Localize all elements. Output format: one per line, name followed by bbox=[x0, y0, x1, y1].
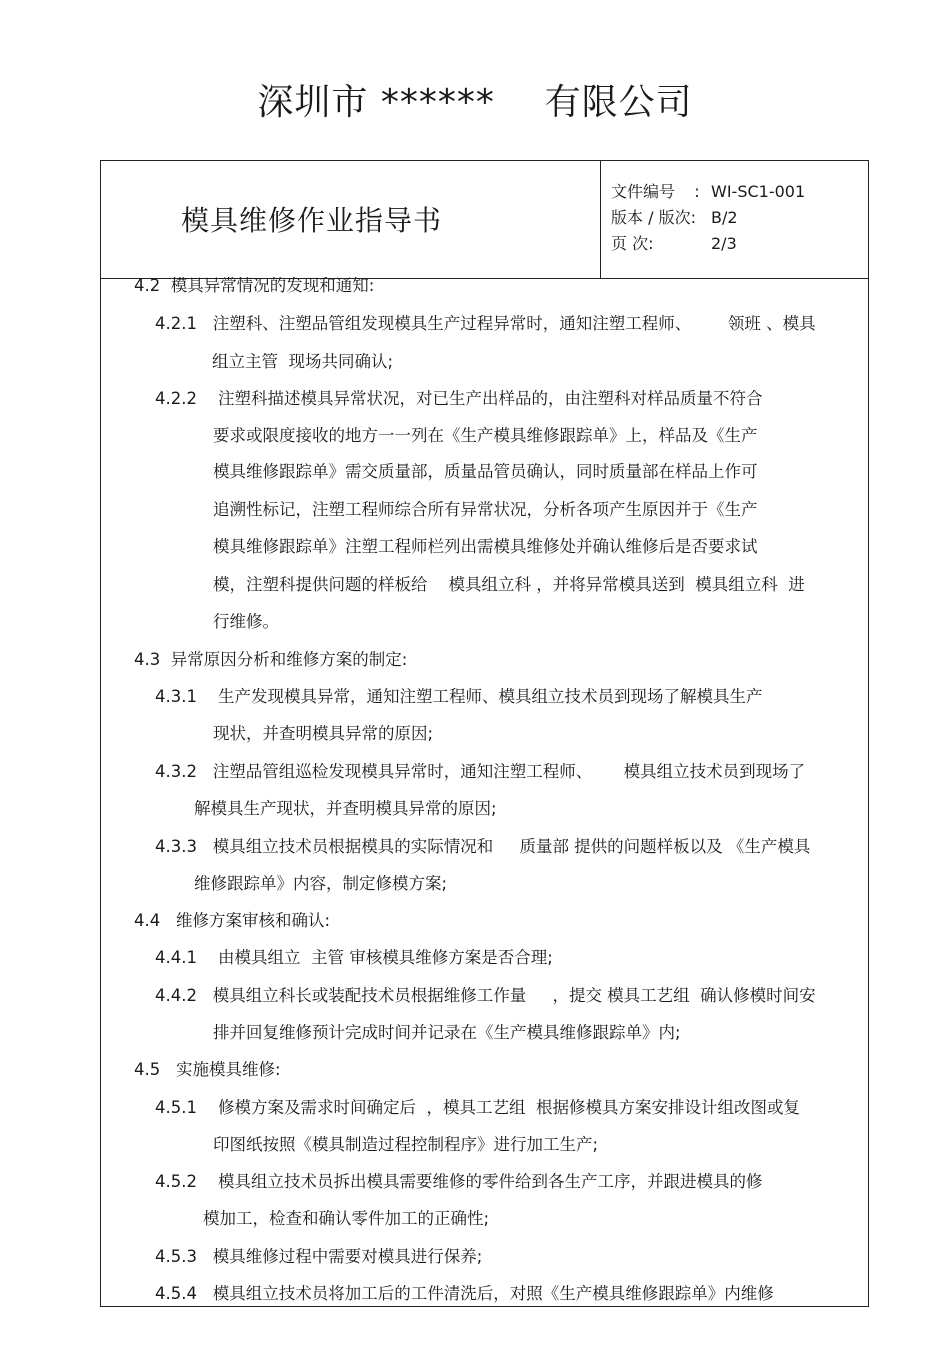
section-heading: 4.2 模具异常情况的发现和通知: bbox=[134, 276, 375, 295]
meta-value: WI-SC1-001 bbox=[711, 182, 806, 201]
paragraph-line: 4.5.4 模具组立技术员将加工后的工件清洗后，对照《生产模具维修跟踪单》内维修 bbox=[155, 1284, 774, 1303]
paragraph-line: 模具维修跟踪单》注塑工程师栏列出需模具维修处并确认维修后是否要求试 bbox=[213, 537, 758, 556]
meta-label: 文件编号 bbox=[611, 182, 676, 201]
section-heading: 4.3 异常原因分析和维修方案的制定: bbox=[134, 650, 408, 669]
paragraph-line: 4.5.3 模具维修过程中需要对模具进行保养; bbox=[155, 1247, 483, 1266]
paragraph-line: 4.2.1 注塑科、注塑品管组发现模具生产过程异常时，通知注塑工程师、 领班 、模具 bbox=[155, 314, 816, 333]
paragraph-line: 追溯性标记，注塑工程师综合所有异常状况，分析各项产生原因并于《生产 bbox=[213, 500, 758, 519]
meta-version bbox=[611, 205, 805, 231]
document-header bbox=[101, 161, 868, 279]
document-title: 模具维修作业指导书 bbox=[181, 204, 443, 237]
paragraph-line: 排并回复维修预计完成时间并记录在《生产模具维修跟踪单》内; bbox=[213, 1023, 681, 1042]
paragraph-line: 模具维修跟踪单》需交质量部，质量品管员确认，同时质量部在样品上作可 bbox=[213, 462, 758, 481]
paragraph-line: 维修跟踪单》内容，制定修模方案; bbox=[194, 874, 448, 893]
meta-page bbox=[611, 231, 805, 257]
document-meta bbox=[611, 179, 805, 257]
meta-separator: : bbox=[694, 182, 700, 201]
meta-doc-number bbox=[611, 179, 805, 205]
paragraph-line: 4.4.2 模具组立科长或装配技术员根据维修工作量 ，提交 模具工艺组 确认修模时间安 bbox=[155, 986, 816, 1005]
paragraph-line: 4.3.3 模具组立技术员根据模具的实际情况和 质量部 提供的问题样板以及 《生产模具 bbox=[155, 837, 811, 856]
paragraph-line: 现状，并查明模具异常的原因; bbox=[213, 724, 434, 743]
meta-value: B/2 bbox=[711, 208, 738, 227]
paragraph-line: 要求或限度接收的地方一一列在《生产模具维修跟踪单》上，样品及《生产 bbox=[213, 426, 758, 445]
paragraph-line: 组立主管 现场共同确认; bbox=[212, 352, 394, 371]
paragraph-line: 4.5.2 模具组立技术员拆出模具需要维修的零件给到各生产工序，并跟进模具的修 bbox=[155, 1172, 763, 1191]
section-heading: 4.5 实施模具维修: bbox=[134, 1060, 281, 1079]
paragraph-line: 模加工，检查和确认零件加工的正确性; bbox=[203, 1209, 490, 1228]
paragraph-line: 解模具生产现状，并查明模具异常的原因; bbox=[194, 799, 497, 818]
paragraph-line: 4.4.1 由模具组立 主管 审核模具维修方案是否合理; bbox=[155, 948, 553, 967]
meta-label: 版本 / 版次: bbox=[611, 208, 696, 227]
meta-value: 2/3 bbox=[711, 234, 737, 253]
paragraph-line: 4.3.2 注塑品管组巡检发现模具异常时，通知注塑工程师、 模具组立技术员到现场了 bbox=[155, 762, 806, 781]
paragraph-line: 4.2.2 注塑科描述模具异常状况，对已生产出样品的，由注塑科对样品质量不符合 bbox=[155, 389, 763, 408]
meta-label: 页 次: bbox=[611, 234, 654, 253]
header-divider bbox=[600, 161, 601, 278]
paragraph-line: 4.3.1 生产发现模具异常，通知注塑工程师、模具组立技术员到现场了解模具生产 bbox=[155, 687, 763, 706]
paragraph-line: 模，注塑科提供问题的样板给 模具组立科 ，并将异常模具送到 模具组立科 进 bbox=[213, 575, 805, 594]
section-heading: 4.4 维修方案审核和确认: bbox=[134, 911, 331, 930]
paragraph-line: 行维修。 bbox=[213, 612, 279, 631]
paragraph-line: 印图纸按照《模具制造过程控制程序》进行加工生产; bbox=[213, 1135, 599, 1154]
company-name: 深圳市 ****** 有限公司 bbox=[257, 82, 693, 123]
paragraph-line: 4.5.1 修模方案及需求时间确定后 ，模具工艺组 根据修模具方案安排设计组改图或复 bbox=[155, 1098, 800, 1117]
